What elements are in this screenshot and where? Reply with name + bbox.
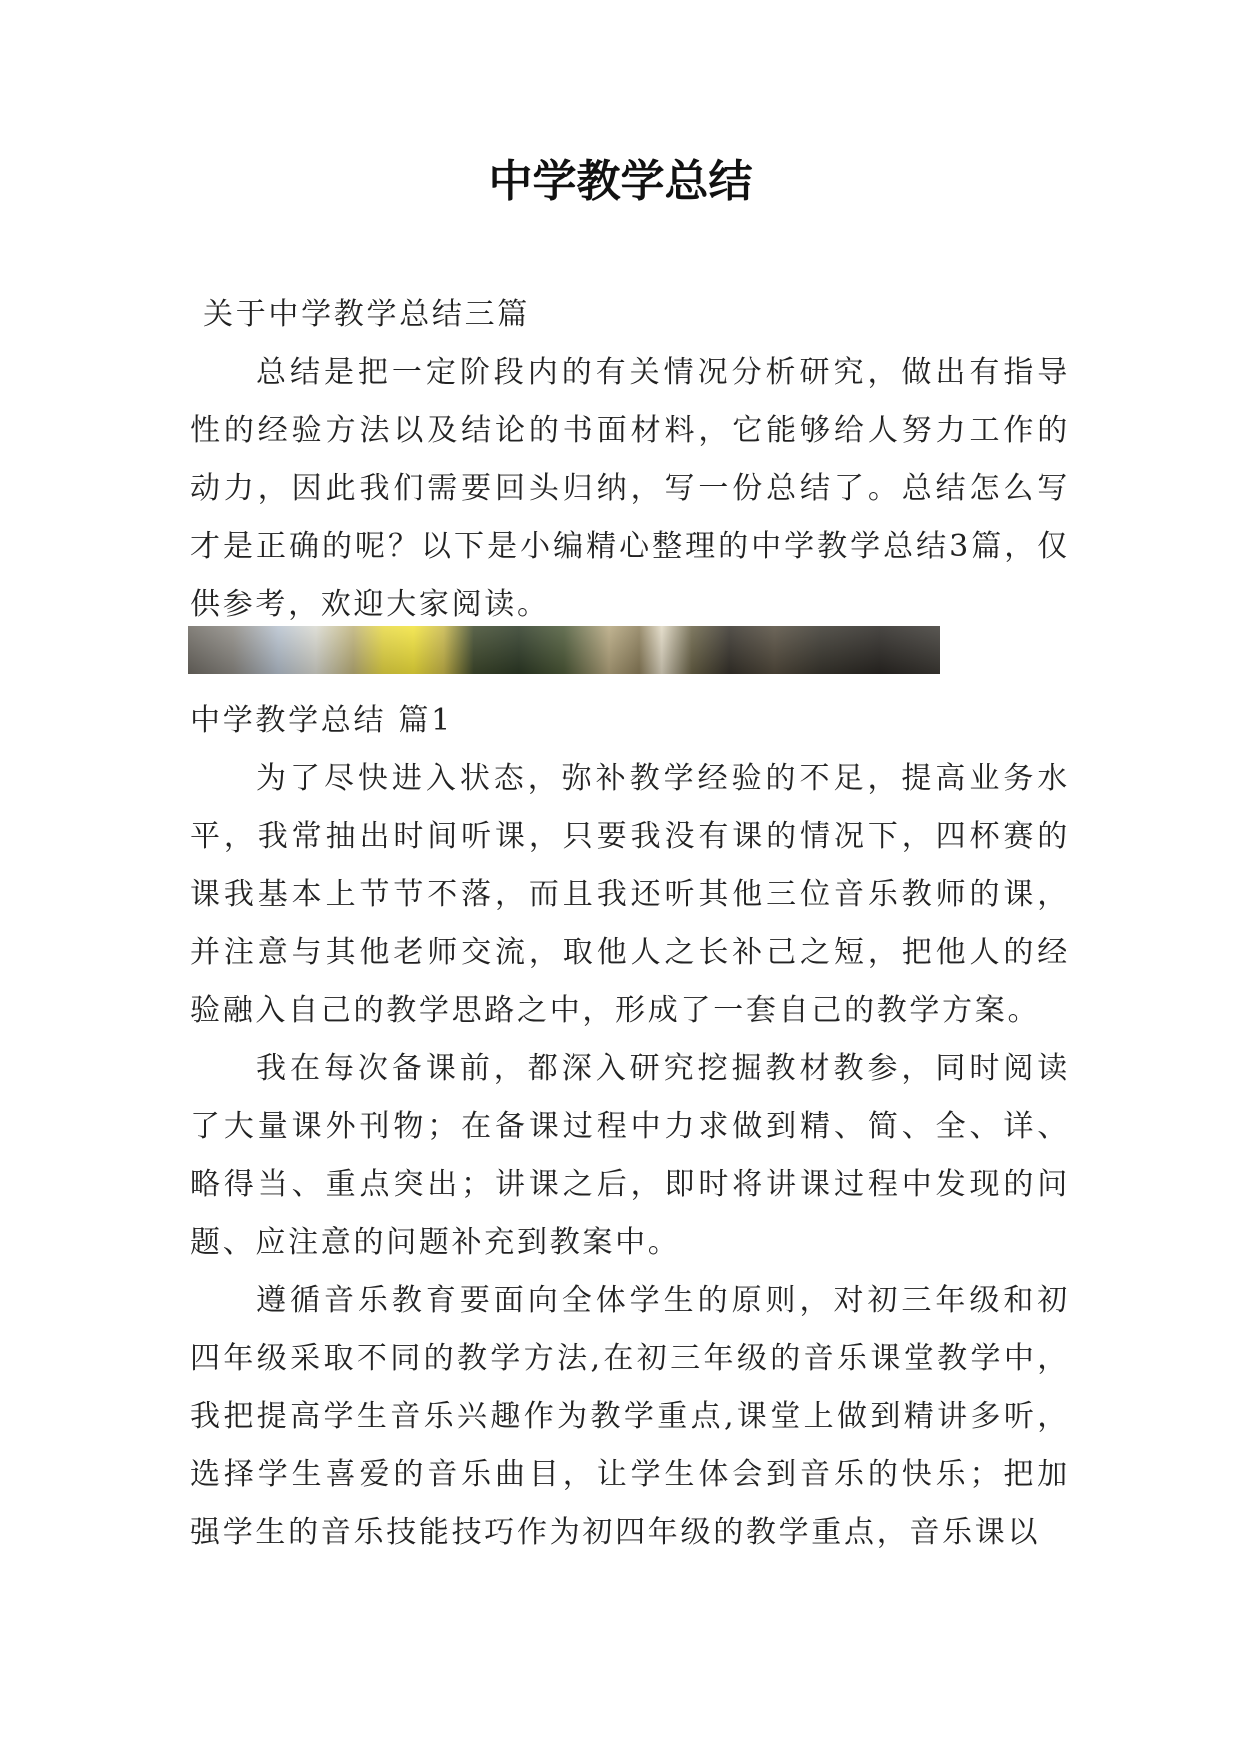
intro-block — [190, 344, 1070, 634]
document-subtitle: 关于中学教学总结三篇 — [203, 297, 530, 332]
body-paragraph-3: 遵循音乐教育要面向全体学生的原则，对初三年级和初四年级采取不同的教学方法,在初三年级的音乐课堂教学中，我把提高学生音乐兴趣作为教学重点,课堂上做到精讲多听，选择学生喜爱的音乐曲目，让学生体会到音乐的快乐；把加强学生的音乐技能技巧作为初四年级的教学重点，音乐课以 — [190, 1283, 1070, 1550]
banner-image — [188, 626, 940, 674]
banner-image-shade — [188, 626, 940, 674]
intro-paragraph: 总结是把一定阶段内的有关情况分析研究，做出有指导性的经验方法以及结论的书面材料，它能够给人努力工作的动力，因此我们需要回头归纳，写一份总结了。总结怎么写才是正确的呢？以下是小编精心整理的中学教学总结3篇，仅供参考，欢迎大家阅读。 — [190, 355, 1070, 622]
document-title: 中学教学总结 — [488, 156, 753, 207]
section-heading: 中学教学总结 篇1 — [190, 703, 453, 738]
body-paragraph-1: 为了尽快进入状态，弥补教学经验的不足，提高业务水平，我常抽出时间听课，只要我没有课的情况下，四杯赛的课我基本上节节不落，而且我还听其他三位音乐教师的课，并注意与其他老师交流，取他人之长补己之短，把他人的经验融入自己的教学思路之中，形成了一套自己的教学方案。 — [190, 761, 1070, 1028]
section-block — [190, 692, 1070, 1562]
body-paragraph-2: 我在每次备课前，都深入研究挖掘教材教参，同时阅读了大量课外刊物；在备课过程中力求做到精、简、全、详、略得当、重点突出；讲课之后，即时将讲课过程中发现的问题、应注意的问题补充到教案中。 — [190, 1051, 1070, 1260]
